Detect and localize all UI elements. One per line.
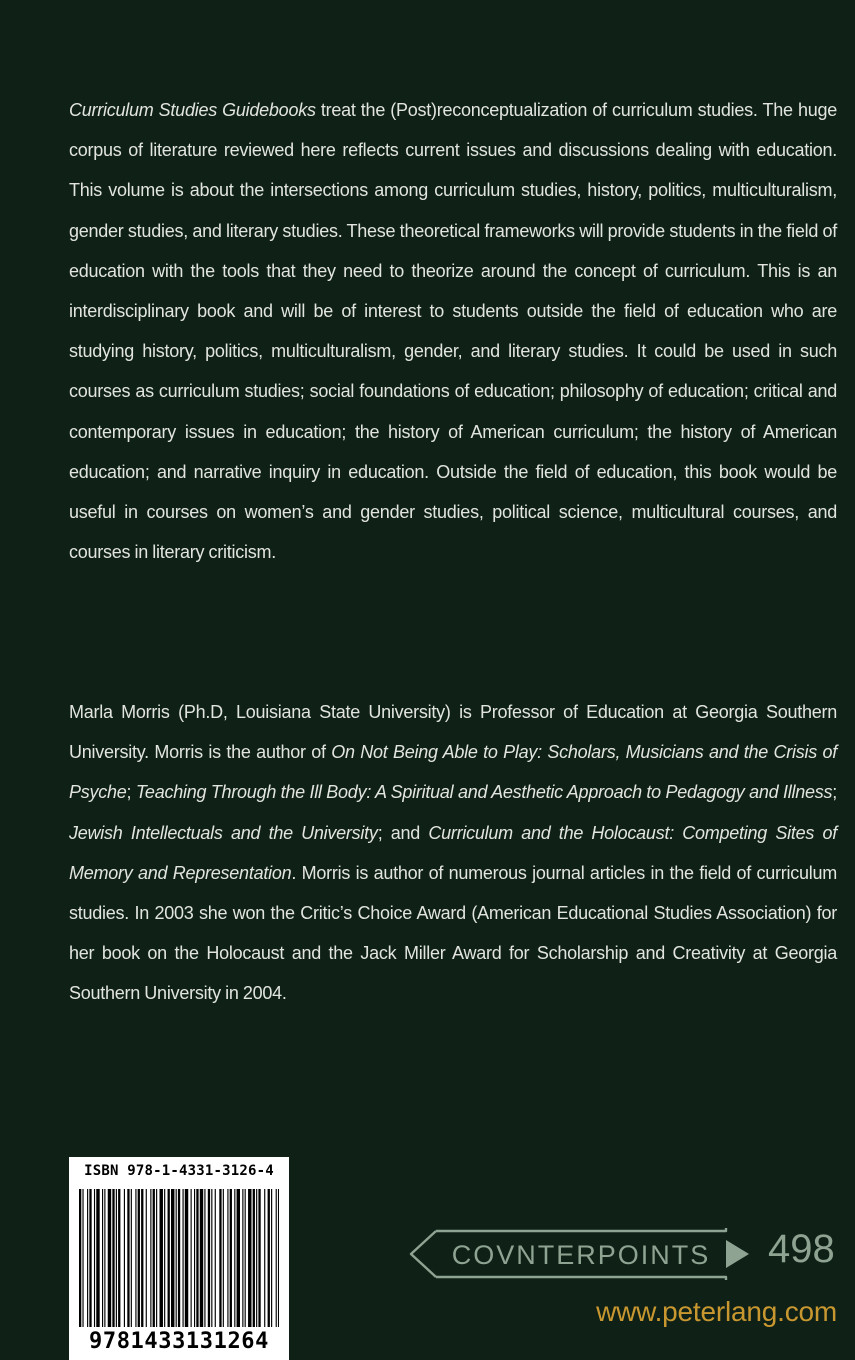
book-title-3: Jewish Intellectuals and the University [69, 822, 378, 843]
barcode-bar [124, 1189, 125, 1327]
barcode-bar [276, 1189, 277, 1327]
barcode-bar [183, 1189, 184, 1327]
barcode-bar [242, 1189, 243, 1327]
barcode-bar [191, 1189, 192, 1327]
barcode-bar [196, 1189, 198, 1327]
barcode-bar [146, 1189, 147, 1327]
barcode-bar [127, 1189, 129, 1327]
barcode-bar [258, 1189, 260, 1327]
barcode-bar [116, 1189, 117, 1327]
barcode-bar [153, 1189, 155, 1327]
bio-intro: Marla Morris (Ph.D, Louisiana State University) is Professor of Education at Georgia Southern University. Morris is the author of [69, 702, 837, 763]
barcode-bar [87, 1189, 88, 1327]
barcode-bar [248, 1189, 251, 1327]
barcode-bar [245, 1189, 246, 1327]
barcode-bar [278, 1189, 279, 1327]
barcode-bar [164, 1189, 165, 1327]
book-description [69, 90, 837, 572]
barcode-panel [69, 1157, 289, 1360]
barcode-bar [208, 1189, 210, 1327]
bio-separator: ; [832, 782, 837, 803]
barcode-bar [118, 1189, 120, 1327]
barcode-bar [108, 1189, 111, 1327]
barcode-bar [219, 1189, 221, 1327]
bio-separator: ; and [377, 822, 429, 843]
barcode-bar [131, 1189, 132, 1327]
barcode-bar [200, 1189, 203, 1327]
series-number: 498 [768, 1227, 835, 1271]
barcode-bar [227, 1189, 228, 1327]
barcode-bar [234, 1189, 235, 1327]
barcode-bar [194, 1189, 195, 1327]
barcode-bar [156, 1189, 157, 1327]
barcode-bar [141, 1189, 143, 1327]
bio-separator: ; [126, 782, 136, 803]
barcode-bar [223, 1189, 224, 1327]
barcode-icon [79, 1189, 279, 1327]
barcode-bar [237, 1189, 240, 1327]
barcode-bar [271, 1189, 272, 1327]
barcode-bar [176, 1189, 177, 1327]
barcode-bar [102, 1189, 103, 1327]
barcode-bar [150, 1189, 151, 1327]
barcode-bar [178, 1189, 180, 1327]
barcode-bar [96, 1189, 99, 1327]
barcode-bar [268, 1189, 270, 1327]
publisher-url[interactable]: www.peterlang.com [596, 1296, 837, 1327]
barcode-bar [185, 1189, 188, 1327]
barcode-bar [135, 1189, 136, 1327]
barcode-bar [138, 1189, 140, 1327]
barcode-bar [82, 1189, 83, 1327]
bio-closing: . Morris is author of numerous journal articles in the field of curriculum studies. In 2003 she won the Critic’s Choice Award (American Educational Studies Association) for her book on the Holocaust and the Jack Miller Award for Scholarship and Creativity at Georgia Southern University in 2004. [69, 862, 837, 1004]
description-text: treat the (Post)reconceptualization of curriculum studies. The huge corpus of literature reviewed here reflects current issues and discussions dealing with education. This volume is about the intersections among curriculum studies, history, politics, multiculturalism, gender studies, and literary studies. These theoretical frameworks will provide students in the field of education with the tools that they need to theorize around the concept of curriculum. This is an interdisciplinary book and will be of interest to students outside the field of education who are studying history, politics, multiculturalism, gender, and literary studies. It could be used in such courses as curriculum studies; social foundations of education; philosophy of education; critical and contemporary issues in education; the history of American curriculum; the history of American education; and narrative inquiry in education. Outside the field of education, this book would be useful in courses on women’s and gender studies, political science, multicultural courses, and courses in literary criticism. [69, 100, 837, 563]
barcode-bar [112, 1189, 114, 1327]
barcode-bar [171, 1189, 174, 1327]
series-logo-text: COVNTERPOINTS [451, 1240, 711, 1270]
book-title-1: On Not Being Able to Play: Scholars, Musicians and the Crisis of Psyche [69, 742, 838, 803]
barcode-bar [79, 1189, 81, 1327]
barcode-bar [168, 1189, 170, 1327]
series-title: Curriculum Studies Guidebooks [69, 100, 316, 120]
book-title-2: Teaching Through the Ill Body: A Spiritual and Aesthetic Approach to Pedagogy and Illness [135, 782, 833, 803]
barcode-bar [160, 1189, 163, 1327]
barcode-digits: 9781433131264 [89, 1329, 269, 1354]
barcode-bar [215, 1189, 216, 1327]
barcode-bar [264, 1189, 265, 1327]
barcode-bar [89, 1189, 91, 1327]
barcode-bar [211, 1189, 212, 1327]
isbn-label: ISBN 978-1-4331-3126-4 [84, 1163, 274, 1179]
book-title-4: Curriculum and the Holocaust: Competing Sites of Memory and Representation [69, 822, 837, 883]
barcode-bar [256, 1189, 257, 1327]
barcode-bar [94, 1189, 95, 1327]
barcode-bar [204, 1189, 205, 1327]
counterpoints-logo [408, 1226, 754, 1282]
barcode-bar [253, 1189, 255, 1327]
barcode-bar [230, 1189, 232, 1327]
author-bio [69, 692, 837, 1014]
barcode-bar [104, 1189, 105, 1327]
